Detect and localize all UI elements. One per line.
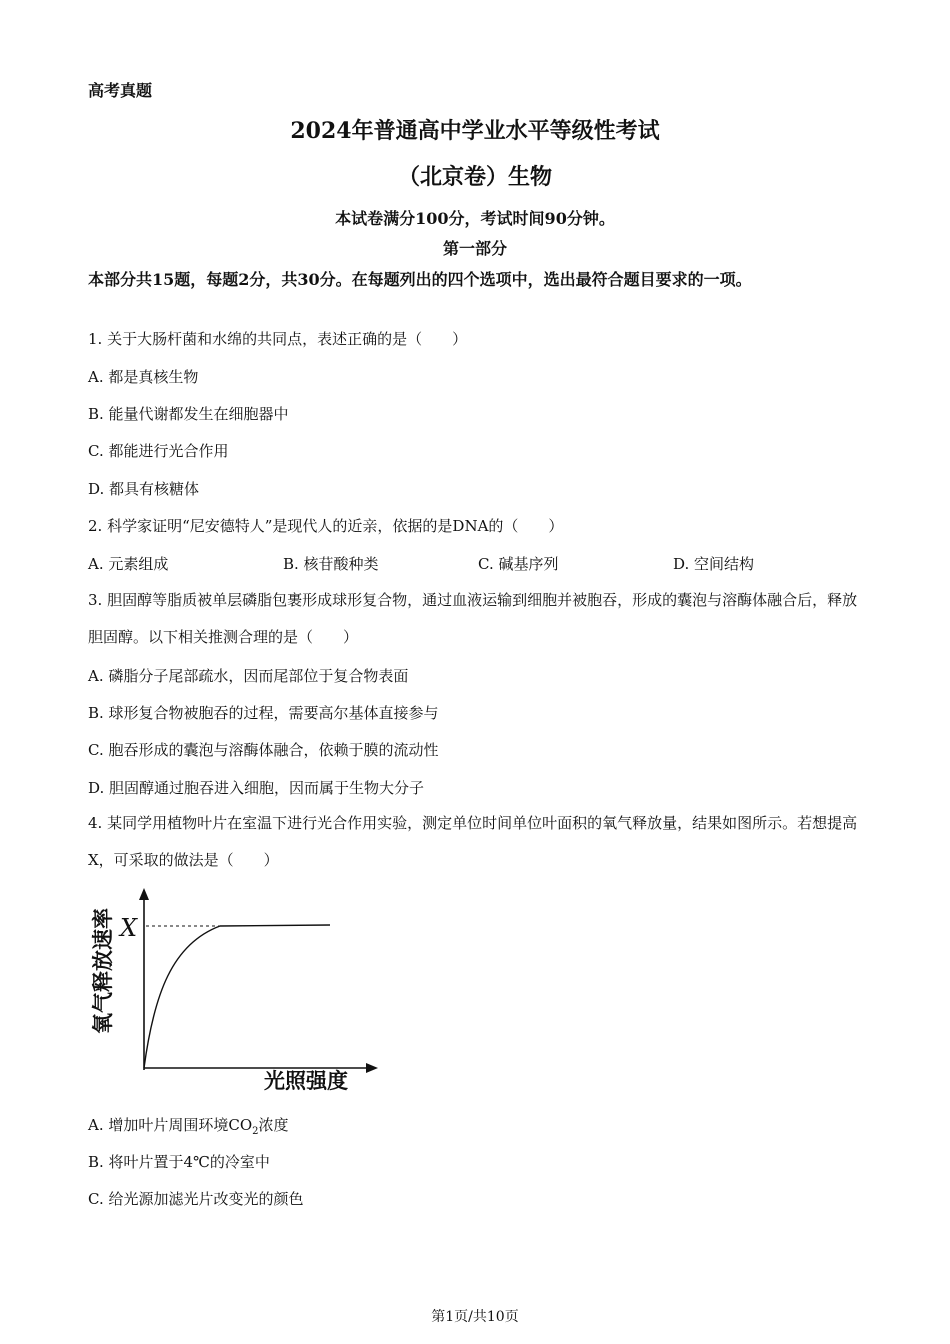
y-axis-arrow bbox=[139, 888, 149, 900]
q1-option-b: B. 能量代谢都发生在细胞器中 bbox=[88, 405, 289, 423]
exam-subtitle: （北京卷）生物 bbox=[397, 164, 552, 190]
oxygen-release-chart bbox=[84, 884, 394, 1094]
y-axis-label: 氧气释放速率 bbox=[90, 908, 115, 1034]
x-axis-label: 光照强度 bbox=[264, 1068, 348, 1093]
q4-option-b: B. 将叶片置于4℃的冷室中 bbox=[88, 1153, 270, 1171]
section-title: 第一部分 bbox=[442, 239, 507, 258]
y-marker-label: X bbox=[120, 914, 138, 942]
doc-tag: 高考真题 bbox=[88, 81, 153, 100]
q2-option-c: C. 碱基序列 bbox=[478, 555, 559, 573]
x-axis-arrow bbox=[366, 1063, 378, 1073]
q4-option-a bbox=[88, 1114, 289, 1137]
page-footer: 第1页/共10页 bbox=[431, 1309, 519, 1325]
q2-option-a: A. 元素组成 bbox=[88, 555, 169, 573]
q4-stem: 4. 某同学用植物叶片在室温下进行光合作用实验，测定单位时间单位叶面积的氧气释放量，结果如图所示。若想提高X，可采取的做法是（ ） bbox=[88, 814, 858, 869]
exam-title: 2024年普通高中学业水平等级性考试 bbox=[290, 118, 660, 144]
q1-stem: 1. 关于大肠杆菌和水绵的共同点，表述正确的是（ ） bbox=[88, 330, 468, 348]
q3-option-c: C. 胞吞形成的囊泡与溶酶体融合，依赖于膜的流动性 bbox=[88, 741, 439, 759]
q4-option-a-text: A. 增加叶片周围环境CO bbox=[88, 1116, 253, 1134]
q1-option-c: C. 都能进行光合作用 bbox=[88, 442, 229, 460]
q1-option-d: D. 都具有核糖体 bbox=[88, 480, 200, 498]
q3-option-b: B. 球形复合物被胞吞的过程，需要高尔基体直接参与 bbox=[88, 704, 439, 722]
q1-option-a: A. 都是真核生物 bbox=[88, 368, 199, 386]
exam-note: 本试卷满分100分，考试时间90分钟。 bbox=[335, 209, 615, 228]
q4-option-c: C. 给光源加滤光片改变光的颜色 bbox=[88, 1190, 304, 1208]
q2-option-b: B. 核苷酸种类 bbox=[283, 555, 379, 573]
q4-option-a-subscript: 2 bbox=[252, 1126, 259, 1137]
section-instructions: 本部分共15题，每题2分，共30分。在每题列出的四个选项中，选出最符合题目要求的一项。 bbox=[88, 270, 752, 289]
q3-option-d: D. 胆固醇通过胞吞进入细胞，因而属于生物大分子 bbox=[88, 779, 425, 797]
q2-options bbox=[88, 553, 868, 574]
q3-stem: 3. 胆固醇等脂质被单层磷脂包裹形成球形复合物，通过血液运输到细胞并被胞吞，形成的囊泡与溶酶体融合后，释放胆固醇。以下相关推测合理的是（ ） bbox=[88, 591, 858, 646]
q3-option-a: A. 磷脂分子尾部疏水，因而尾部位于复合物表面 bbox=[88, 667, 409, 685]
series-line bbox=[144, 925, 330, 1068]
q4-option-a-suffix: 浓度 bbox=[258, 1116, 289, 1134]
q2-stem: 2. 科学家证明“尼安德特人”是现代人的近亲，依据的是DNA的（ ） bbox=[88, 517, 564, 535]
q2-option-d: D. 空间结构 bbox=[673, 555, 755, 573]
